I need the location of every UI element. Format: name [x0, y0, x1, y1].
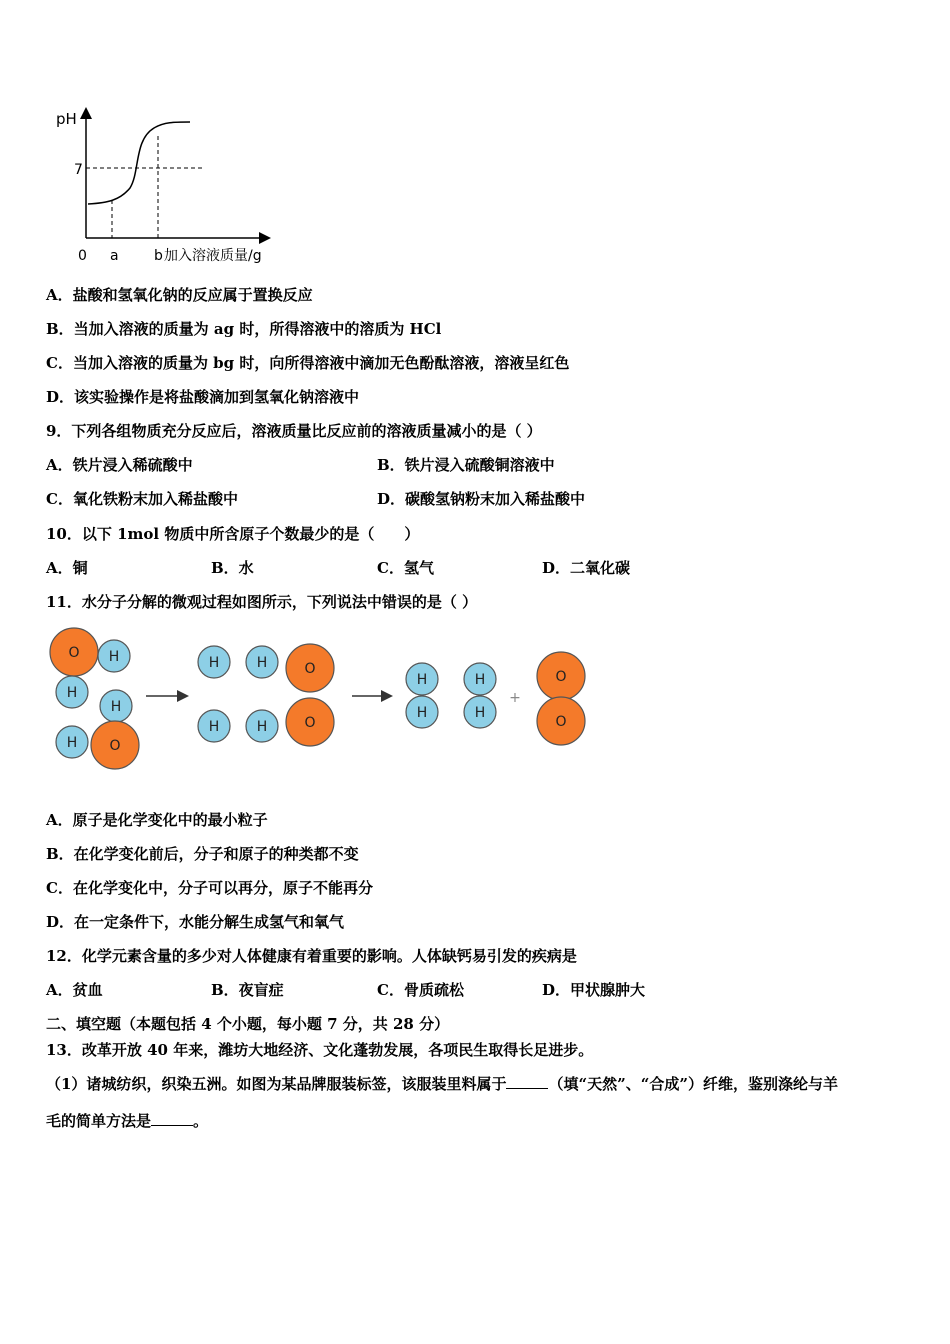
ph-curve — [88, 122, 190, 204]
atom-h-label: H — [416, 705, 428, 721]
q13-part1-text-a: （1）诸城纺织，织染五洲。如图为某品牌服装标签，该服装里料属于 — [46, 1075, 507, 1093]
ph-xlabel: 加入溶液质量/g — [164, 248, 262, 264]
atom-h-label: H — [66, 685, 78, 701]
ph-origin: 0 — [78, 248, 87, 264]
q11-option-c: C．在化学变化中，分子可以再分，原子不能再分 — [46, 879, 373, 897]
q8-option-d: D．该实验操作是将盐酸滴加到氢氧化钠溶液中 — [46, 388, 360, 406]
atom-o-label: O — [304, 661, 316, 677]
water-decomposition-diagram — [40, 622, 600, 782]
atom-o-label: O — [68, 645, 80, 661]
q10-option-c: C．氢气 — [377, 559, 434, 577]
q10-option-d: D．二氧化碳 — [542, 559, 631, 577]
q12-option-c: C．骨质疏松 — [377, 981, 464, 999]
q9-option-d: D．碳酸氢钠粉末加入稀盐酸中 — [377, 490, 586, 508]
atom-h-label: H — [416, 672, 428, 688]
atom-h-label: H — [108, 649, 120, 665]
q11-stem: 11．水分子分解的微观过程如图所示，下列说法中错误的是（ ） — [46, 593, 478, 611]
atom-o-label: O — [555, 714, 567, 730]
q9-option-a: A．铁片浸入稀硫酸中 — [46, 456, 193, 474]
ph-mark-a: a — [110, 248, 119, 264]
q13-stem: 13．改革开放 40 年来，潍坊大地经济、文化蓬勃发展，各项民生取得长足进步。 — [46, 1041, 594, 1059]
atom-h-label: H — [208, 655, 220, 671]
q8-option-b: B．当加入溶液的质量为 ag 时，所得溶液中的溶质为 HCl — [46, 320, 442, 338]
q13-part1-text-b: （填“天然”、“合成”）纤维，鉴别涤纶与羊 — [548, 1075, 838, 1093]
atom-o-label: O — [555, 669, 567, 685]
q12-stem: 12．化学元素含量的多少对人体健康有着重要的影响。人体缺钙易引发的疾病是 — [46, 947, 577, 965]
ph-tick-7: 7 — [74, 162, 83, 178]
q11-option-b: B．在化学变化前后，分子和原子的种类都不变 — [46, 845, 359, 863]
q13-part1-end: 。 — [193, 1112, 209, 1130]
q12-option-d: D．甲状腺肿大 — [542, 981, 646, 999]
atom-h-label: H — [474, 705, 486, 721]
q9-option-c: C．氧化铁粉末加入稀盐酸中 — [46, 490, 238, 508]
ph-mark-b: b — [154, 248, 163, 264]
q11-option-a: A．原子是化学变化中的最小粒子 — [46, 811, 268, 829]
q13-part1-line2 — [46, 1111, 208, 1131]
q10-stem: 10．以下 1mol 物质中所含原子个数最少的是（ ） — [46, 525, 420, 543]
ph-chart — [50, 100, 290, 270]
q8-option-c: C．当加入溶液的质量为 bg 时，向所得溶液中滴加无色酚酞溶液，溶液呈红色 — [46, 354, 570, 372]
ph-ylabel: pH — [56, 110, 77, 128]
atom-o-label: O — [304, 715, 316, 731]
q12-option-a: A．贫血 — [46, 981, 103, 999]
q13-blank-1[interactable] — [506, 1074, 548, 1089]
atom-o-label: O — [109, 738, 121, 754]
q11-option-d: D．在一定条件下，水能分解生成氢气和氧气 — [46, 913, 345, 931]
q10-option-a: A．铜 — [46, 559, 88, 577]
atom-h-label: H — [474, 672, 486, 688]
plus-sign: + — [509, 690, 521, 706]
atom-h-label: H — [256, 655, 268, 671]
q10-option-b: B．水 — [211, 559, 254, 577]
atom-h-label: H — [208, 719, 220, 735]
q13-part1-line1 — [46, 1074, 838, 1094]
atom-h-label: H — [256, 719, 268, 735]
atom-h-label: H — [110, 699, 122, 715]
q13-part1-line2-text: 毛的简单方法是 — [46, 1112, 152, 1130]
section2-title: 二、填空题（本题包括 4 个小题，每小题 7 分，共 28 分） — [46, 1015, 450, 1033]
q13-blank-2[interactable] — [151, 1111, 193, 1126]
q9-stem: 9．下列各组物质充分反应后，溶液质量比反应前的溶液质量减小的是（ ） — [46, 422, 542, 440]
q12-option-b: B．夜盲症 — [211, 981, 284, 999]
q8-option-a: A．盐酸和氢氧化钠的反应属于置换反应 — [46, 286, 313, 304]
q9-option-b: B．铁片浸入硫酸铜溶液中 — [377, 456, 555, 474]
atom-h-label: H — [66, 735, 78, 751]
